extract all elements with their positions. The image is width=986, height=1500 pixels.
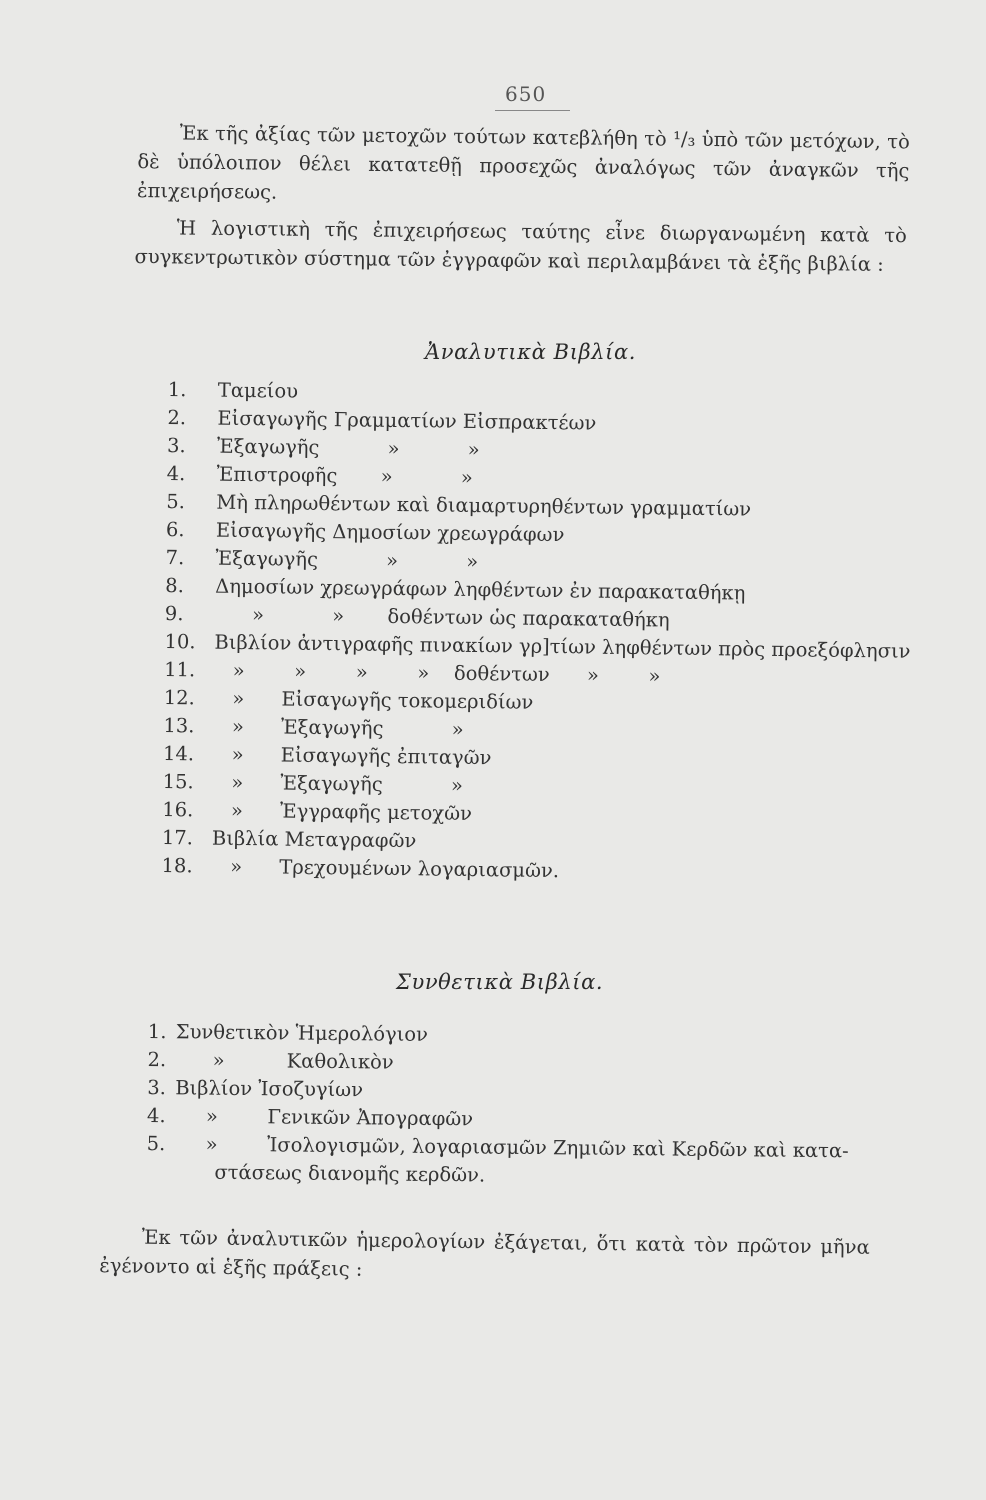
- item-text: Ἐξαγωγῆς » »: [216, 434, 480, 462]
- item-number: 2.: [147, 1047, 167, 1072]
- item-number: 10.: [164, 629, 196, 654]
- item-text: Μὴ πληρωθέντων καὶ διαμαρτυρηθέντων γραμματίων: [216, 490, 752, 521]
- list-item: [146, 1130, 849, 1187]
- item-text: Ἐπιστροφῆς » »: [216, 462, 473, 489]
- item-number: 16.: [162, 797, 194, 822]
- item-number: 4.: [146, 1103, 166, 1128]
- item-number: 5.: [146, 1131, 166, 1156]
- item-text-continuation: στάσεως διανομῆς κερδῶν.: [214, 1160, 486, 1187]
- item-text: Βιβλία Μεταγραφῶν: [211, 826, 417, 853]
- item-number: 13.: [163, 713, 195, 738]
- item-text: » Ἐξαγωγῆς »: [213, 714, 464, 741]
- item-number: 8.: [165, 573, 185, 598]
- item-number: 2.: [167, 405, 187, 430]
- item-number: 17.: [161, 825, 194, 850]
- item-number: 14.: [162, 741, 195, 766]
- item-text: » Τρεχουμένων λογαριασμῶν.: [211, 854, 560, 883]
- item-number: 4.: [166, 461, 186, 486]
- page-number: 650: [505, 82, 547, 106]
- item-number: 7.: [165, 545, 185, 570]
- heading-synthetic-books: Συνθετικὰ Βιβλία.: [396, 970, 604, 994]
- item-text: » Γενικῶν Ἀπογραφῶν: [174, 1104, 474, 1131]
- heading-analytic-books: Ἀναλυτικὰ Βιβλία.: [425, 340, 637, 364]
- item-number: 3.: [147, 1075, 167, 1100]
- item-number: 15.: [162, 769, 194, 794]
- item-text: Δημοσίων χρεωγράφων ληφθέντων ἐν παρακαταθήκῃ: [215, 574, 746, 605]
- item-number: 6.: [165, 517, 185, 542]
- item-text: » Καθολικὸν: [175, 1048, 394, 1074]
- paragraph-accounting-system: Ἡ λογιστικὴ τῆς ἐπιχειρήσεως ταύτης εἶνε διωργανωμένη κατὰ τὸ συγκεντρωτικὸν σύστημα τῶν ἐγγραφῶν καὶ περιλαμβάνει τὰ ἑξῆς βιβλία :: [134, 216, 907, 276]
- item-number: 1.: [147, 1019, 167, 1044]
- item-text: » » δοθέντων ὡς παρακαταθήκη: [214, 602, 670, 632]
- item-text: » Ἐγγραφῆς μετοχῶν: [212, 798, 473, 826]
- paragraph-shares: Ἐκ τῆς ἀξίας τῶν μετοχῶν τούτων κατεβλήθη τὸ ¹/₃ ὑπὸ τῶν μετόχων, τὸ δὲ ὑπόλοιπον θέλει κατατεθῇ προσεχῶς ἀναλόγως τῶν ἀναγκῶν τῆς ἐπιχειρήσεως.: [136, 121, 910, 204]
- item-text: Ταμείου: [217, 378, 299, 403]
- item-text: Βιβλίον ἀντιγραφῆς πινακίων γρ]τίων ληφθέντων πρὸς προεξόφλησιν: [214, 630, 911, 663]
- item-text: » Ἰσολογισμῶν, λογαριασμῶν Ζημιῶν καὶ Κερδῶν καὶ κατα-: [174, 1132, 849, 1163]
- item-text: » » » » δοθέντων » »: [214, 658, 661, 688]
- item-number: 3.: [166, 433, 186, 458]
- item-text: » Ἐξαγωγῆς »: [212, 770, 464, 797]
- item-number: 12.: [163, 685, 195, 710]
- item-text: » Εἰσαγωγῆς τοκομεριδίων: [213, 686, 534, 714]
- item-text: » Εἰσαγωγῆς ἐπιταγῶν: [212, 742, 492, 770]
- item-text: Συνθετικὸν Ἡμερολόγιον: [175, 1020, 429, 1046]
- analytic-books-list: [161, 376, 911, 883]
- item-text: Βιβλίον Ἰσοζυγίων: [175, 1076, 364, 1102]
- item-text: Ἐξαγωγῆς » »: [215, 546, 479, 574]
- page-number-rule: [495, 110, 570, 111]
- item-number: 9.: [164, 601, 184, 626]
- item-number: 11.: [164, 657, 196, 682]
- item-number: 1.: [167, 377, 187, 402]
- item-text: Εἰσαγωγῆς Δημοσίων χρεωγράφων: [215, 518, 565, 547]
- synthetic-books-list: [146, 1018, 849, 1187]
- item-text: Εἰσαγωγῆς Γραμματίων Εἰσπρακτέων: [217, 406, 597, 435]
- paragraph-transactions-intro: Ἐκ τῶν ἀναλυτικῶν ἡμερολογίων ἐξάγεται, ὅτι κατὰ τὸν πρῶτον μῆνα ἐγένοντο αἱ ἑξῆς πράξεις :: [99, 1225, 870, 1281]
- item-number: 5.: [166, 489, 186, 514]
- item-number: 18.: [161, 853, 193, 878]
